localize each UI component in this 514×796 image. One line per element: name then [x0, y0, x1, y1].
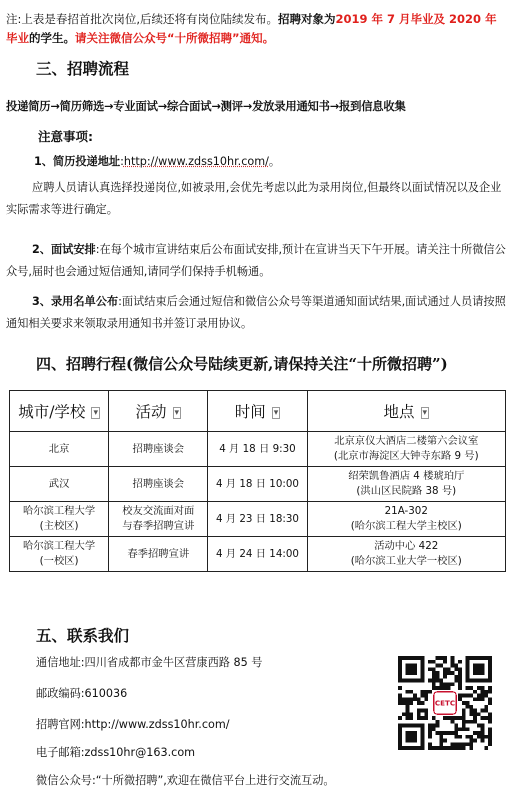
- notice-item-3-body: :面试结束后会通过短信和微信公众号等渠道通知面试结果,面试通过人员请按照通知相关要求来领取录用通知书并签订录用协议。: [6, 295, 506, 330]
- header-time: 时间 ▾: [208, 391, 307, 432]
- schedule-table: [9, 390, 506, 572]
- header-activity: 活动 ▾: [109, 391, 208, 432]
- cell-activity: 校友交流面对面 与春季招聘宣讲: [109, 502, 208, 537]
- table-row: [10, 432, 506, 467]
- dropdown-arrow-icon[interactable]: ▾: [174, 408, 180, 418]
- cell-activity: 春季招聘宣讲: [109, 537, 208, 572]
- cell-city: 哈尔滨工程大学 (主校区): [10, 502, 109, 537]
- notice-item-1: [34, 151, 280, 173]
- contact-email: 电子邮箱:zdss10hr@163.com: [36, 746, 196, 759]
- qr-code: [398, 656, 492, 750]
- table-row: [10, 467, 506, 502]
- cell-time: 4 月 23 日 18:30: [208, 502, 307, 537]
- note-paragraph: [6, 10, 508, 48]
- notice-item-1-body: 应聘人员请认真选择投递岗位,如被录用,会优先考虑以此为录用岗位,但最终以面试情况以及企业实际需求等进行确定。: [6, 181, 502, 216]
- table-header-row: [10, 391, 506, 432]
- note-text: 注:上表是春招首批次岗位,后续还将有岗位陆续发布。: [6, 12, 279, 26]
- resume-site-link[interactable]: http://www.zdss10hr.com/: [123, 155, 269, 168]
- cell-city: 北京: [10, 432, 109, 467]
- cell-time: 4 月 18 日 9:30: [208, 432, 307, 467]
- notice-item-1-end: 。: [268, 155, 281, 168]
- email-link[interactable]: zdss10hr@163.com: [84, 746, 196, 759]
- notice-item-1-colon: :: [120, 155, 124, 168]
- note-target-label: 招聘对象为: [278, 12, 336, 26]
- header-place: 地点 ▾: [307, 391, 505, 432]
- notice-item-2: [6, 239, 508, 283]
- notice-item-3-label: 3、录用名单公布: [32, 295, 119, 308]
- cell-city: 哈尔滨工程大学 (一校区): [10, 537, 109, 572]
- dropdown-arrow-icon[interactable]: ▾: [93, 408, 98, 418]
- cell-place: 北京京仪大酒店二楼第六会议室 (北京市海淀区大钟寺东路 9 号): [307, 432, 505, 467]
- notice-item-2-body: :在每个城市宣讲结束后公布面试安排,预计在宣讲当天下午开展。请关注十所微信公众号,届时也会通过短信通知,请同学们保持手机畅通。: [6, 243, 506, 278]
- section-title-schedule: 四、招聘行程(微信公众号陆续更新,请保持关注“十所微招聘”): [36, 355, 448, 373]
- cell-place: 21A-302 (哈尔滨工程大学主校区): [307, 502, 505, 537]
- contact-address: 通信地址:四川省成都市金牛区营康西路 85 号: [36, 656, 263, 669]
- table-row: [10, 537, 506, 572]
- note-target-years: 2019 年 7 月毕业及 2020 年毕业: [6, 12, 497, 45]
- cell-place: 绍荣凯鲁酒店 4 楼琥珀厅 (洪山区民院路 38 号): [307, 467, 505, 502]
- notice-item-1-label: 1、简历投递地址: [34, 155, 121, 168]
- notice-item-2-label: 2、面试安排: [32, 243, 96, 256]
- cetc-logo-icon: CETC: [434, 698, 456, 708]
- section-title-contact: 五、联系我们: [36, 626, 130, 645]
- contact-postcode: 邮政编码:610036: [36, 687, 128, 700]
- contact-site: 招聘官网:http://www.zdss10hr.com/: [36, 718, 230, 731]
- dropdown-arrow-icon[interactable]: ▾: [422, 408, 428, 418]
- notice-item-3: [6, 291, 508, 335]
- cell-place: 活动中心 422 (哈尔滨工业大学一校区): [307, 537, 505, 572]
- cell-time: 4 月 24 日 14:00: [208, 537, 307, 572]
- process-flow: 投递简历→简历筛选→专业面试→综合面试→测评→发放录用通知书→报到信息收集: [6, 100, 406, 113]
- table-row: [10, 502, 506, 537]
- note-target-end: 的学生。: [29, 31, 75, 45]
- cell-activity: 招聘座谈会: [109, 432, 208, 467]
- contact-wechat: 微信公众号:“十所微招聘”,欢迎在微信平台上进行交流互动。: [36, 774, 335, 787]
- notice-title: 注意事项:: [38, 129, 93, 144]
- recruit-site-link[interactable]: http://www.zdss10hr.com/: [84, 718, 230, 731]
- cell-activity: 招聘座谈会: [109, 467, 208, 502]
- section-title-process: 三、招聘流程: [36, 59, 130, 78]
- header-city: 城市/学校 ▾: [10, 391, 109, 432]
- cell-time: 4 月 18 日 10:00: [208, 467, 307, 502]
- cell-city: 武汉: [10, 467, 109, 502]
- note-follow-wechat: 请关注微信公众号“十所微招聘”通知。: [75, 31, 275, 45]
- dropdown-arrow-icon[interactable]: ▾: [273, 408, 279, 418]
